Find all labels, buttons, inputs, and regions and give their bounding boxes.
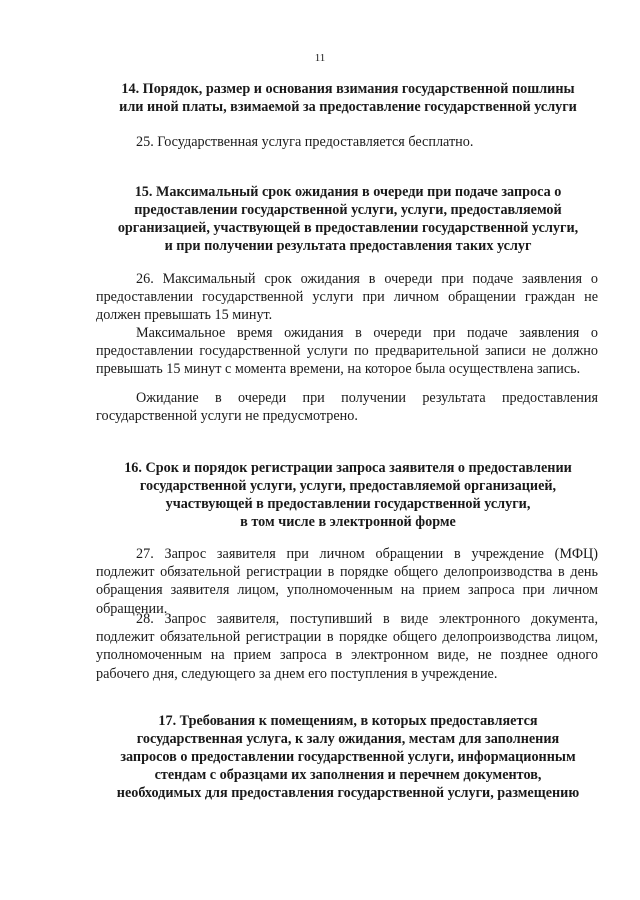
paragraph-28: 28. Запрос заявителя, поступивший в виде электронного документа, подлежит обязательной регистрации в порядке общего делопроизводства лицом, уполномоченным на прием запроса в электронном виде, не позднее одного рабочего дня, следующего за днем его поступления в учреждение. — [96, 611, 598, 682]
paragraph-26-no-queue: Ожидание в очереди при получении результата предоставления государственной услуги не предусмотрено. — [96, 390, 598, 425]
heading-line: организацией, участвующей в предоставлении государственной услуги, — [117, 220, 579, 236]
heading-line: государственной услуги, услуги, предоставляемой организацией, — [139, 478, 557, 494]
heading-line: предоставлении государственной услуги, услуги, предоставляемой — [134, 202, 562, 218]
heading-line: 15. Максимальный срок ожидания в очереди при подаче запроса о — [134, 184, 562, 200]
heading-line: 16. Срок и порядок регистрации запроса заявителя о предоставлении — [124, 460, 572, 476]
paragraph-26: 26. Максимальный срок ожидания в очереди при подаче заявления о предоставлении государственной услуги при личном обращении граждан не должен превышать 15 минут. — [96, 271, 598, 324]
heading-line: стендам с образцами их заполнения и перечнем документов, — [154, 767, 542, 783]
page-number: 11 — [314, 52, 326, 64]
section-14-heading — [96, 80, 600, 116]
paragraph-27: 27. Запрос заявителя при личном обращении в учреждение (МФЦ) подлежит обязательной регистрации в порядке общего делопроизводства в день обращения заявителя лицом, уполномоченным на прием запроса при личном обращении. — [96, 546, 598, 617]
paragraph-25: 25. Государственная услуга предоставляется бесплатно. — [136, 134, 474, 150]
heading-line: государственная услуга, к залу ожидания, местам для заполнения — [136, 731, 560, 747]
paragraph-26-max-wait: Максимальное время ожидания в очереди при подаче заявления о предоставлении государственной услуги по предварительной записи не должно превышать 15 минут с момента времени, на которое была осуществлена запись. — [96, 325, 598, 378]
heading-line: и при получении результата предоставления таких услуг — [164, 238, 532, 254]
section-15-heading — [96, 183, 600, 255]
heading-line: участвующей в предоставлении государственной услуги, — [165, 496, 531, 512]
section-16-heading — [96, 459, 600, 531]
heading-line: в том числе в электронной форме — [240, 514, 456, 530]
heading-line: или иной платы, взимаемой за предоставление государственной услуги — [119, 99, 577, 115]
heading-line: 17. Требования к помещениям, в которых предоставляется — [158, 713, 538, 729]
heading-line: необходимых для предоставления государственной услуги, размещению — [116, 785, 580, 801]
heading-line: 14. Порядок, размер и основания взимания государственной пошлины — [121, 81, 575, 97]
section-17-heading — [96, 712, 600, 802]
heading-line: запросов о предоставлении государственной услуги, информационным — [120, 749, 576, 765]
